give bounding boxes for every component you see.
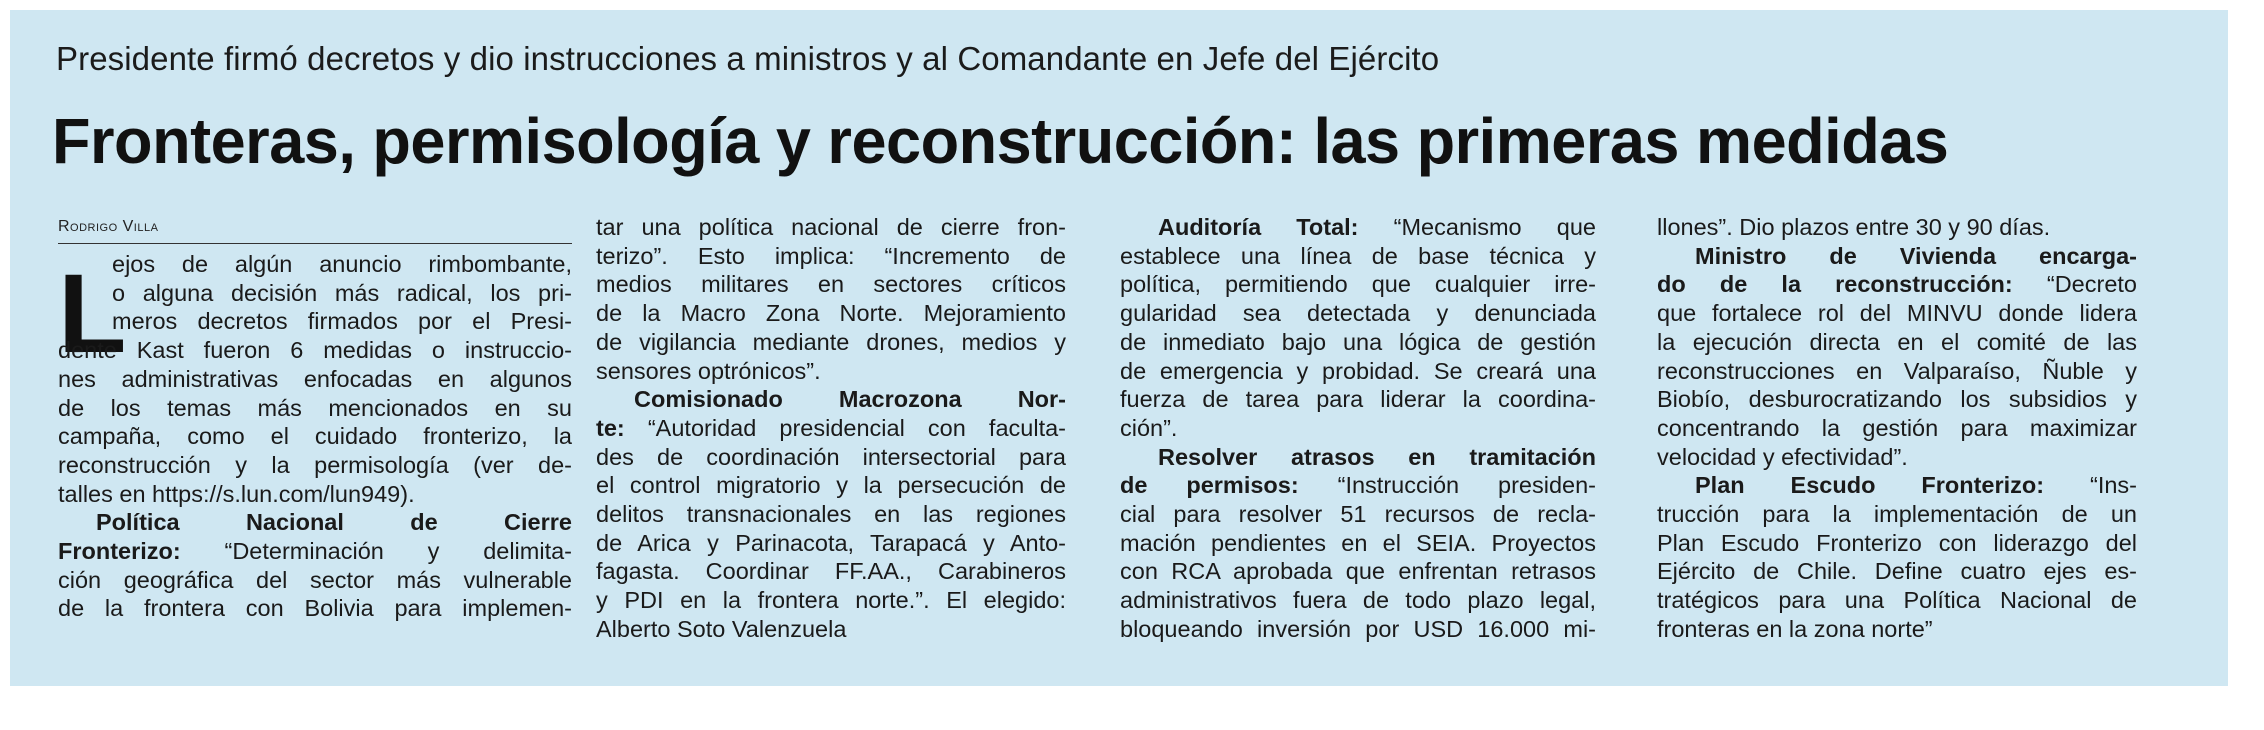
subhead: Fronterizo: — [58, 538, 181, 565]
text-line: fronteras en la zona norte” — [1657, 615, 1933, 642]
text-line: administrativos fuera de todo plazo legal, — [1120, 587, 1596, 614]
subhead: Comisionado Macrozona Nor- — [634, 386, 1066, 413]
paragraph-intro — [58, 250, 572, 508]
text-line: dente Kast fueron 6 medidas o instruccio- — [58, 337, 572, 364]
text-line: de inmediato bajo una lógica de gestión — [1120, 328, 1596, 355]
text-run: “Decreto — [2012, 271, 2137, 298]
paragraph-politica-nacional — [58, 508, 572, 623]
paragraph-auditoria — [1120, 213, 1596, 443]
drop-cap: L — [58, 251, 127, 376]
subhead: Auditoría Total: — [1158, 214, 1359, 240]
subhead: de permisos: — [1120, 472, 1299, 499]
text-run: “Determinación y delimita- — [180, 538, 572, 565]
paragraph-continuation — [1657, 213, 2137, 242]
text-line: de Arica y Parinacota, Tarapacá y Anto- — [596, 529, 1066, 556]
text-run: “Autoridad presidencial con faculta- — [624, 414, 1066, 441]
text-line: de los temas más mencionados en su — [58, 394, 572, 421]
paragraph-plan-escudo — [1657, 471, 2137, 643]
text-line: nes administrativas enfocadas en algunos — [58, 365, 572, 392]
text-line: terizo”. Esto implica: “Incremento de — [596, 242, 1066, 269]
column-3 — [1120, 213, 1596, 644]
column-2 — [596, 213, 1066, 644]
text-line: Biobío, desburocratizando los subsidios y — [1657, 386, 2137, 413]
text-line: ción geográfica del sector más vulnerable — [58, 566, 572, 593]
text-line: Plan Escudo Fronterizo con liderazgo del — [1657, 529, 2137, 556]
column-1 — [58, 250, 572, 623]
text-line — [1120, 471, 1596, 500]
text-line: de emergencia y probidad. Se creará una — [1120, 357, 1596, 384]
subhead: te: — [596, 414, 625, 441]
column-4 — [1657, 213, 2137, 644]
text-line: tar una política nacional de cierre fron- — [596, 214, 1066, 240]
text-line: fagasta. Coordinar FF.AA., Carabineros — [596, 558, 1066, 585]
paragraph-comisionado — [596, 385, 1066, 643]
paragraph-vivienda — [1657, 242, 2137, 472]
subhead: Plan Escudo Fronterizo: — [1695, 472, 2045, 499]
text-line: ción”. — [1120, 414, 1178, 441]
text-line: que fortalece rol del MINVU donde lidera — [1657, 300, 2137, 327]
text-line: el control migratorio y la persecución de — [596, 472, 1066, 499]
text-line: con RCA aprobada que enfrentan retrasos — [1120, 558, 1596, 585]
text-line: y PDI en la frontera norte.”. El elegido: — [596, 587, 1066, 614]
text-line: ejos de algún anuncio rimbombante, — [112, 251, 572, 277]
text-line: la ejecución directa en el comité de las — [1657, 328, 2137, 355]
text-line — [1657, 471, 2137, 500]
text-line: sensores optrónicos”. — [596, 357, 821, 384]
subhead: Política Nacional de Cierre — [96, 509, 572, 536]
text-line: mación pendientes en el SEIA. Proyectos — [1120, 529, 1596, 556]
text-line: talles en https://s.lun.com/lun949). — [58, 480, 415, 507]
text-line: fuerza de tarea para liderar la coordina- — [1120, 386, 1596, 413]
text-line: meros decretos firmados por el Presi- — [112, 308, 572, 335]
text-line: trucción para la implementación de un — [1657, 501, 2137, 528]
text-line: des de coordinación intersectorial para — [596, 443, 1066, 470]
text-line: cial para resolver 51 recursos de recla- — [1120, 501, 1596, 528]
text-line: campaña, como el cuidado fronterizo, la — [58, 423, 572, 450]
text-line: llones”. Dio plazos entre 30 y 90 días. — [1657, 214, 2051, 240]
text-line: o alguna decisión más radical, los pri- — [112, 279, 572, 306]
text-run: “Instrucción presiden- — [1298, 472, 1596, 499]
subhead: Ministro de Vivienda encarga- — [1695, 242, 2137, 269]
kicker: Presidente firmó decretos y dio instrucciones a ministros y al Comandante en Jefe del Ejército — [56, 40, 1440, 77]
text-line: política, permitiendo que cualquier irre- — [1120, 271, 1596, 298]
text-line: delitos transnacionales en las regiones — [596, 501, 1066, 528]
subhead: Resolver atrasos en tramitación — [1158, 443, 1596, 470]
text-line: bloqueando inversión por USD 16.000 mi- — [1120, 615, 1596, 642]
paragraph-permisos — [1120, 443, 1596, 644]
text-line: concentrando la gestión para maximizar — [1657, 414, 2137, 441]
text-line: velocidad y efectividad”. — [1657, 443, 1908, 470]
text-line: Ejército de Chile. Define cuatro ejes es- — [1657, 558, 2137, 585]
text-line: medios militares en sectores críticos — [596, 271, 1066, 298]
text-run: “Ins- — [2044, 472, 2138, 499]
paragraph-continuation — [596, 213, 1066, 385]
byline: Rodrigo Villa — [58, 218, 159, 235]
text-line: reconstrucciones en Valparaíso, Ñuble y — [1657, 357, 2137, 384]
text-line — [58, 537, 572, 566]
headline: Fronteras, permisología y reconstrucción: las primeras medidas — [52, 105, 1949, 177]
text-line: gularidad sea detectada y denunciada — [1120, 300, 1596, 327]
text-line — [1120, 213, 1596, 242]
text-line: Alberto Soto Valenzuela — [596, 615, 847, 642]
text-line: de la Macro Zona Norte. Mejoramiento — [596, 300, 1066, 327]
text-run: “Mecanismo que — [1358, 214, 1596, 240]
text-line: tratégicos para una Política Nacional de — [1657, 587, 2137, 614]
text-line: establece una línea de base técnica y — [1120, 242, 1596, 269]
text-line — [596, 414, 1066, 443]
text-line: de vigilancia mediante drones, medios y — [596, 328, 1066, 355]
text-line: reconstrucción y la permisología (ver de- — [58, 451, 572, 478]
byline-rule — [58, 243, 572, 244]
text-line: de la frontera con Bolivia para implemen- — [58, 595, 572, 622]
text-line — [1657, 270, 2137, 299]
subhead: do de la reconstrucción: — [1657, 271, 2013, 298]
